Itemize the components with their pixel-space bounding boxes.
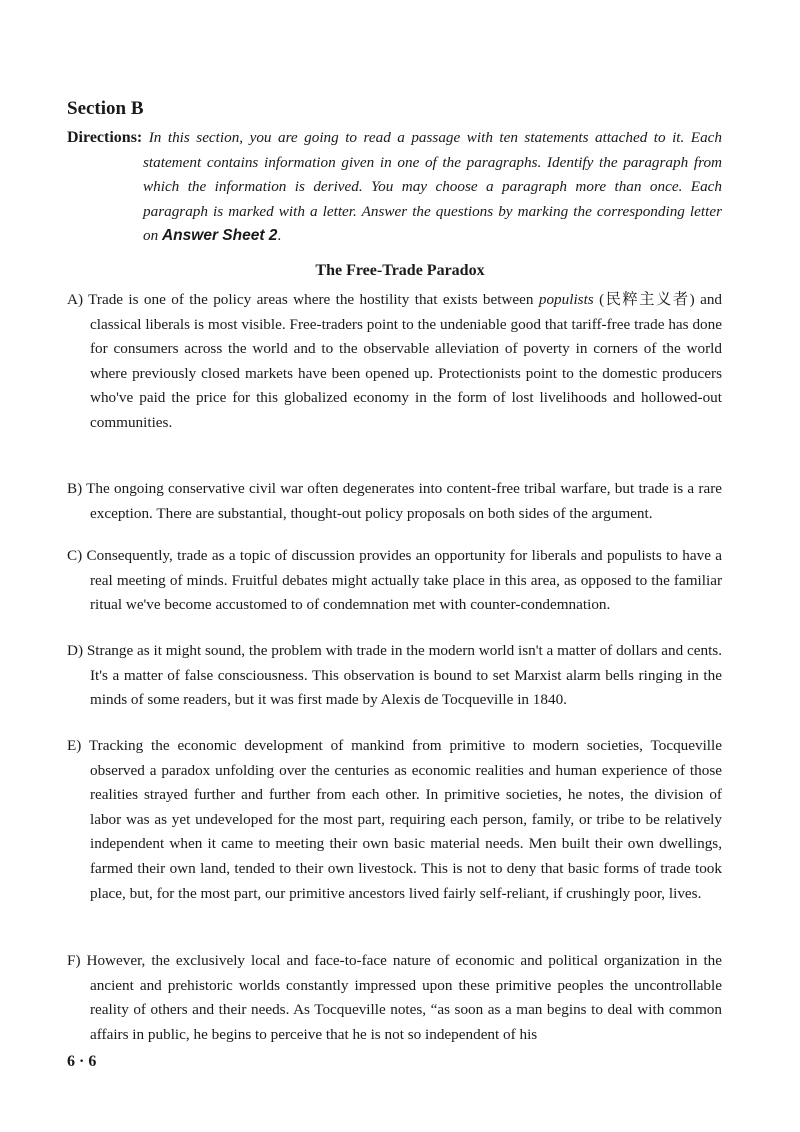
paragraph-d	[67, 639, 722, 713]
page-number: 6 · 6	[67, 1053, 97, 1070]
paragraph-letter: E)	[67, 737, 82, 754]
paragraph-letter: D)	[67, 642, 84, 659]
paragraph-c	[67, 544, 722, 618]
italic-term: populists	[538, 291, 594, 308]
paragraph-a	[67, 288, 722, 436]
paragraph-e	[67, 734, 722, 906]
paragraph-text: Strange as it might sound, the problem with trade in the modern world isn't a matter of dollars and cents. It's a matter of false consciousness. This observation is bound to set Marxist alarm bells ringing in the minds of some readers, but it was first made by Alexis de Tocqueville in 1840.	[86, 642, 722, 709]
paragraph-f	[67, 949, 722, 1047]
directions-label: Directions:	[67, 129, 143, 146]
section-heading: Section B	[67, 98, 144, 119]
paragraph-text: The ongoing conservative civil war often degenerates into content-free tribal warfare, but trade is a rare exception. There are substantial, thought-out policy proposals on both sides of the argument.	[86, 480, 722, 522]
directions	[67, 126, 722, 249]
directions-text: In this section, you are going to read a passage with ten statements attached to it. Each statement contains information given in one of the paragraphs. Identify the paragraph from which the information is derived. You may choose a paragraph more than once. Each paragraph is marked with a letter. Answer the questions by marking the corresponding letter on	[143, 129, 722, 245]
paragraph-text: and classical liberals is most visible. Free-traders point to the undeniable good that tariff-free trade has done for consumers across the world and to the observable alleviation of poverty in corners of the world where previously closed markets have been opened up. Protectionists point to the domestic producers who've paid the price for this globalized economy in the form of lost livelihoods and hollowed-out communities.	[90, 291, 723, 431]
paragraph-text: Trade is one of the policy areas where the hostility that exists between	[88, 291, 539, 308]
paragraph-letter: F)	[67, 952, 81, 969]
passage-title: The Free-Trade Paradox	[315, 262, 485, 279]
answer-sheet-ref: Answer Sheet 2	[161, 227, 278, 245]
paragraph-b	[67, 477, 722, 526]
directions-end: .	[277, 227, 282, 245]
paragraph-letter: C)	[67, 547, 83, 564]
paragraph-letter: B)	[67, 480, 83, 497]
paragraph-text: Tracking the economic development of mankind from primitive to modern societies, Tocqueville observed a paradox unfolding over the centuries as economic realities and human experience of those realities strayed further and further from each other. In primitive societies, he notes, the division of labor was as yet undeveloped for the most part, requiring each person, family, or tribe to be relatively independent when it came to meeting their own basic material needs. Men built their own dwellings, farmed their own land, tended to their own livestock. This is not to deny that basic forms of trade took place, but, for the most part, our primitive ancestors lived fairly self-reliant, if crushingly poor, lives.	[88, 737, 722, 902]
paragraph-text: Consequently, trade as a topic of discussion provides an opportunity for liberals and populists to have a real meeting of minds. Fruitful debates might actually take place in this area, as opposed to the familiar ritual we've become accustomed to of condemnation met with counter-condemnation.	[86, 547, 723, 614]
chinese-gloss: (民粹主义者)	[593, 291, 701, 308]
paragraph-letter: A)	[67, 291, 84, 308]
paragraph-text: However, the exclusively local and face-to-face nature of economic and political organization in the ancient and prehistoric worlds constantly impressed upon these primitive peoples the uncontrollable reality of others and their needs. As Tocqueville notes, “as soon as a man begins to deal with common affairs in public, he begins to perceive that he is not so independent of his	[86, 952, 723, 1043]
